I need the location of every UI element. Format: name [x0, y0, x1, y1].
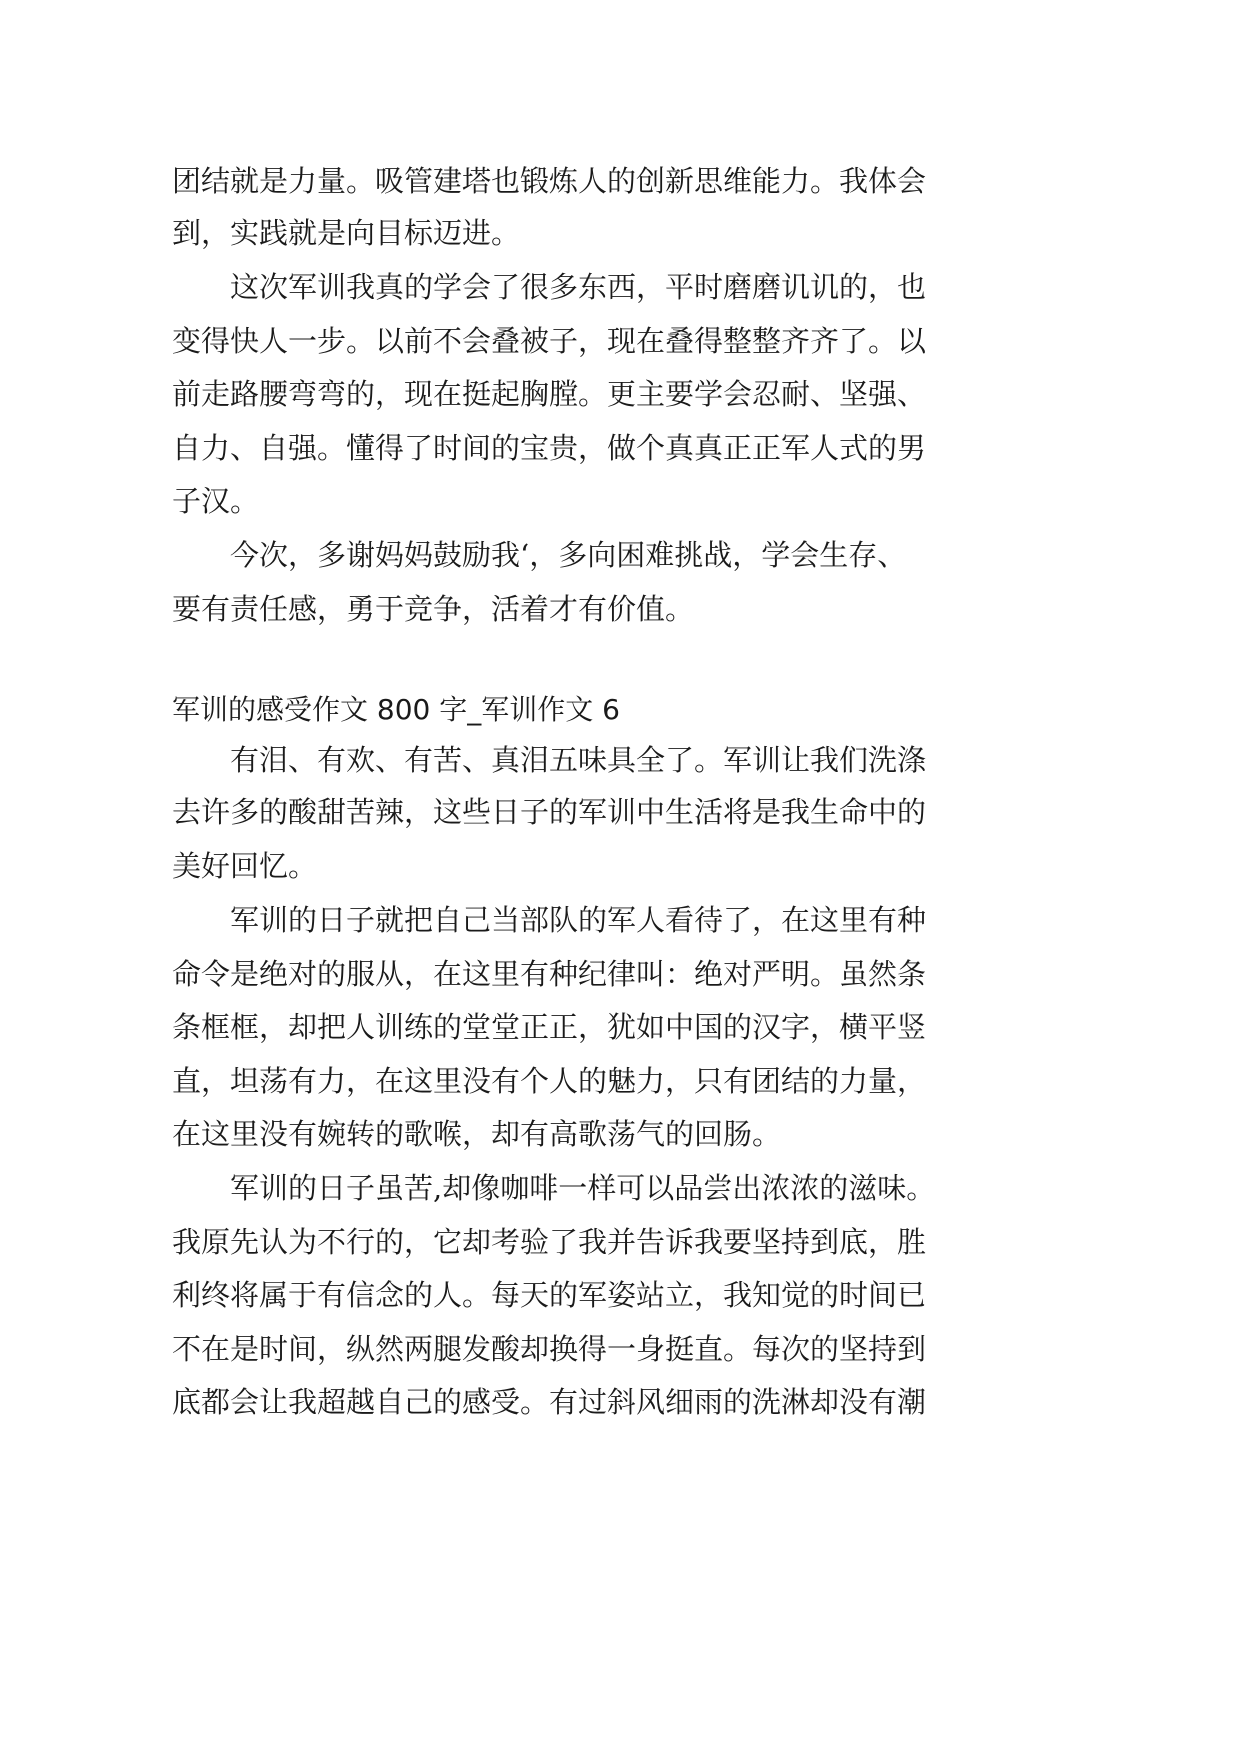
text-line [0, 1010, 1241, 1044]
text-line [0, 377, 1241, 411]
text-line [0, 431, 1241, 465]
line-text: 团结就是力量。吸管建塔也锻炼人的创新思维能力。我体会 [172, 164, 927, 198]
line-text: 直，坦荡有力，在这里没有个人的魅力，只有团结的力量， [172, 1064, 927, 1098]
line-text: 前走路腰弯弯的，现在挺起胸膛。更主要学会忍耐、坚强、 [172, 377, 927, 411]
line-text: 底都会让我超越自己的感受。有过斜风细雨的洗淋却没有潮 [172, 1385, 927, 1419]
line-text: 有泪、有欢、有苦、真泪五味具全了。军训让我们洗涤 [230, 743, 927, 777]
line-text: 美好回忆。 [172, 849, 318, 883]
line-text: 在这里没有婉转的歌喉，却有高歌荡气的回肠。 [172, 1117, 782, 1151]
text-line [0, 324, 1241, 358]
text-line [0, 270, 1241, 304]
line-text: 条框框，却把人训练的堂堂正正，犹如中国的汉字，横平竖 [172, 1010, 927, 1044]
text-line [0, 484, 1241, 518]
line-text: 到，实践就是向目标迈进。 [172, 216, 521, 250]
text-line [0, 795, 1241, 829]
text-line [0, 1332, 1241, 1366]
text-line [0, 957, 1241, 991]
text-line [0, 1064, 1241, 1098]
line-text: 军训的日子就把自己当部队的军人看待了，在这里有种 [230, 903, 927, 937]
text-line [0, 592, 1241, 626]
text-line [0, 1117, 1241, 1151]
line-text: 不在是时间，纵然两腿发酸却换得一身挺直。每次的坚持到 [172, 1332, 927, 1366]
line-text: 军训的日子虽苦,却像咖啡一样可以品尝出浓浓的滋味。 [230, 1171, 936, 1205]
text-line [0, 849, 1241, 883]
line-text: 去许多的酸甜苦辣，这些日子的军训中生活将是我生命中的 [172, 795, 927, 829]
line-text: 利终将属于有信念的人。每天的军姿站立，我知觉的时间已 [172, 1278, 927, 1312]
line-text: 这次军训我真的学会了很多东西，平时磨磨讥讥的，也 [230, 270, 927, 304]
section-heading-line [0, 693, 1241, 726]
text-line [0, 164, 1241, 198]
text-line [0, 1278, 1241, 1312]
section-heading: 军训的感受作文 800 字_军训作文 6 [172, 693, 620, 726]
text-line [0, 216, 1241, 250]
line-text: 我原先认为不行的，它却考验了我并告诉我要坚持到底，胜 [172, 1225, 927, 1259]
line-text: 今次，多谢妈妈鼓励我‘，多向困难挑战，学会生存、 [230, 538, 907, 572]
line-text: 自力、自强。懂得了时间的宝贵，做个真真正正军人式的男 [172, 431, 927, 465]
text-line [0, 1385, 1241, 1419]
text-line [0, 743, 1241, 777]
text-line [0, 1225, 1241, 1259]
line-text: 要有责任感，勇于竞争，活着才有价值。 [172, 592, 695, 626]
text-line [0, 538, 1241, 572]
line-text: 命令是绝对的服从，在这里有种纪律叫：绝对严明。虽然条 [172, 957, 927, 991]
line-text: 变得快人一步。以前不会叠被子，现在叠得整整齐齐了。以 [172, 324, 927, 358]
text-line [0, 903, 1241, 937]
line-text: 子汉。 [172, 484, 260, 518]
text-line [0, 1171, 1241, 1205]
